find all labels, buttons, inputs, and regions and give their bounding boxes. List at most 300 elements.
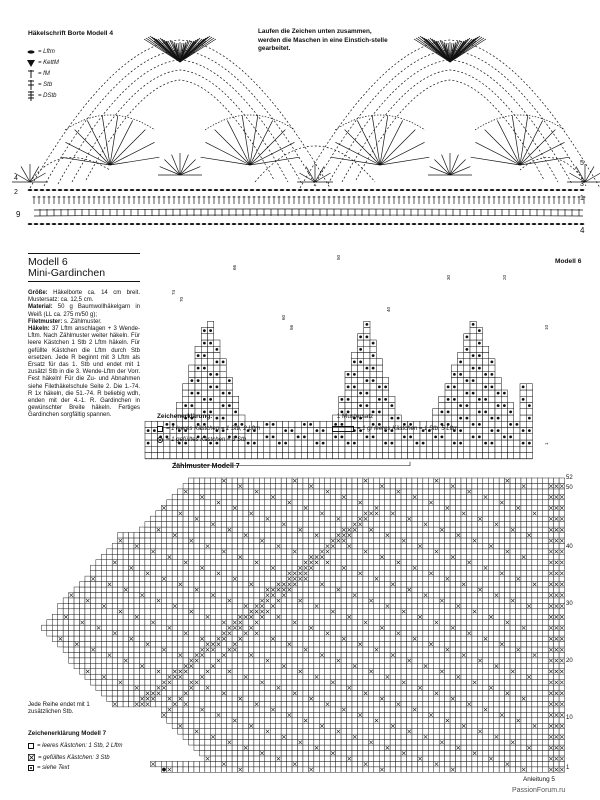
filet-cell <box>428 691 433 696</box>
filet-cell <box>319 636 324 641</box>
filet-cell <box>396 636 401 641</box>
filet-cell <box>374 751 379 756</box>
filet-cell <box>521 505 526 510</box>
filet-cell <box>423 636 428 641</box>
filet-cell <box>298 543 303 548</box>
filet-cell <box>554 598 559 603</box>
filet-cell <box>314 587 319 592</box>
filet-cell <box>270 500 275 505</box>
filet-cell <box>161 625 166 630</box>
filet-cell <box>543 767 548 772</box>
filet-cell <box>320 453 326 459</box>
filet-cell <box>417 533 422 538</box>
filet-cell <box>510 631 515 636</box>
filet-cell <box>214 365 220 371</box>
row-number-right-5: 5 <box>580 160 584 167</box>
filet-cell <box>516 522 521 527</box>
filet-cell <box>368 761 373 766</box>
filet-cell <box>314 631 319 636</box>
filet-cell <box>450 571 455 576</box>
filet-cell <box>254 707 259 712</box>
filet-cell <box>63 603 68 608</box>
filet-cell <box>227 691 232 696</box>
filet-cell <box>389 396 395 402</box>
filet-cell <box>298 680 303 685</box>
filet-cell <box>379 707 384 712</box>
filet-cell <box>368 712 373 717</box>
filet-cell <box>287 756 292 761</box>
filet-cell <box>543 620 548 625</box>
filet-cell <box>243 592 248 597</box>
filet-cell <box>276 707 281 712</box>
filet-cell <box>336 565 341 570</box>
filet-cell <box>396 751 401 756</box>
filet-cell <box>248 538 253 543</box>
filet-cell <box>314 614 319 619</box>
filet-cell <box>488 729 493 734</box>
filet-cell <box>189 625 194 630</box>
filet-cell <box>227 582 232 587</box>
filet-cell <box>107 663 112 668</box>
filet-cell <box>292 707 297 712</box>
filet-cell <box>461 549 466 554</box>
filet-cell <box>248 740 253 745</box>
filet-cell <box>167 718 172 723</box>
filet-cell <box>139 636 144 641</box>
filet-cell <box>150 669 155 674</box>
filet-cell <box>292 494 297 499</box>
filet-cell <box>210 614 215 619</box>
filet-cell <box>476 346 482 352</box>
filet-cell <box>521 652 526 657</box>
filet-cell <box>123 614 128 619</box>
filet-cell <box>199 761 204 766</box>
filet-cell <box>417 691 422 696</box>
filet-cell <box>407 549 412 554</box>
filet-cell <box>548 554 553 559</box>
filet-cell <box>456 718 461 723</box>
filet-cell <box>238 511 243 516</box>
filet-cell <box>276 674 281 679</box>
filet-cell <box>351 446 357 452</box>
filet-cell <box>227 696 232 701</box>
filet-cell <box>417 603 422 608</box>
filet-cell <box>63 631 68 636</box>
filet-cell <box>461 554 466 559</box>
filet-cell <box>303 745 308 750</box>
filet-cell <box>532 533 537 538</box>
filet-cell <box>357 614 362 619</box>
filet-cell <box>499 680 504 685</box>
filet-cell <box>292 505 297 510</box>
filet-cell <box>537 592 542 597</box>
filet-cell <box>265 647 270 652</box>
filet-cell <box>281 631 286 636</box>
filet-cell <box>167 658 172 663</box>
filet-cell <box>407 707 412 712</box>
filet-cell <box>199 571 204 576</box>
filet-cell <box>548 565 553 570</box>
filet-cell <box>532 571 537 576</box>
filet-cell <box>303 691 308 696</box>
filet-cell <box>189 631 194 636</box>
filet-cell <box>363 522 368 527</box>
filet-cell <box>156 587 161 592</box>
filet-cell <box>345 453 351 459</box>
filet-cell <box>401 505 406 510</box>
legend-sc: = fM <box>26 68 59 79</box>
filet-cell <box>287 516 292 521</box>
filet-cell <box>341 740 346 745</box>
filet-cell <box>385 729 390 734</box>
filet-cell <box>499 761 504 766</box>
filet-cell <box>488 696 493 701</box>
filet-cell <box>461 560 466 565</box>
filet-cell <box>363 745 368 750</box>
legend-filled-square: = 1 gefülltes Kästchen = 3 Stb <box>157 437 246 443</box>
filet-cell <box>401 761 406 766</box>
filet-cell <box>156 761 161 766</box>
filet-cell <box>451 390 457 396</box>
row-number-right-4: 4 <box>580 226 585 235</box>
filet-cell <box>254 761 259 766</box>
filet-cell <box>445 538 450 543</box>
filet-cell <box>183 516 188 521</box>
model6-subheading: Mini-Gardinchen <box>28 267 106 279</box>
filet-cell <box>183 680 188 685</box>
filet-cell <box>276 565 281 570</box>
filet-cell <box>199 751 204 756</box>
filet-cell <box>347 707 352 712</box>
filet-cell <box>516 527 521 532</box>
filet-cell <box>559 740 564 745</box>
filet-cell <box>319 543 324 548</box>
filet-cell <box>390 729 395 734</box>
filet-cell <box>368 554 373 559</box>
filet-cell <box>472 696 477 701</box>
filet-cell <box>259 533 264 538</box>
filet-cell <box>505 707 510 712</box>
filet-cell <box>254 576 259 581</box>
filet-cell <box>374 500 379 505</box>
filet-cell <box>412 598 417 603</box>
filet-cell <box>389 446 395 452</box>
legend-tr: = DStb <box>26 90 59 101</box>
filet-cell <box>543 701 548 706</box>
filet-cell <box>336 614 341 619</box>
filet-cell <box>216 494 221 499</box>
filet-cell <box>189 587 194 592</box>
filet-cell <box>123 592 128 597</box>
filet-cell <box>548 598 553 603</box>
filet-cell <box>374 696 379 701</box>
filet-cell <box>178 500 183 505</box>
filet-cell <box>407 718 412 723</box>
filet-cell <box>189 505 194 510</box>
filet-cell <box>101 609 106 614</box>
filet-cell <box>516 511 521 516</box>
filet-cell <box>434 571 439 576</box>
filet-cell <box>326 434 332 440</box>
filet-cell <box>259 511 264 516</box>
filet-cell <box>220 378 226 384</box>
filet-cell <box>532 751 537 756</box>
filet-cell <box>205 767 210 772</box>
filet-cell <box>281 571 286 576</box>
filet-cell <box>52 614 57 619</box>
filet-cell <box>183 384 189 390</box>
filet-cell <box>270 576 275 581</box>
filet-cell <box>101 685 106 690</box>
filet-cell <box>314 527 319 532</box>
filet-cell <box>227 500 232 505</box>
filet-cell <box>374 642 379 647</box>
filet-cell <box>483 592 488 597</box>
filet-cell <box>150 674 155 679</box>
filet-cell <box>265 549 270 554</box>
filet-cell <box>287 592 292 597</box>
filet-cell <box>330 625 335 630</box>
filet-cell <box>477 680 482 685</box>
filet-cell <box>243 696 248 701</box>
filet-cell <box>248 669 253 674</box>
filet-cell <box>314 505 319 510</box>
filet-cell <box>258 453 264 459</box>
filet-cell <box>464 359 470 365</box>
filet-cell <box>259 761 264 766</box>
filet-cell <box>385 756 390 761</box>
filet-cell <box>63 598 68 603</box>
filet-cell <box>292 712 297 717</box>
filet-cell <box>238 576 243 581</box>
filet-cell <box>494 576 499 581</box>
filet-cell <box>303 603 308 608</box>
filet-cell <box>178 522 183 527</box>
filet-cell <box>254 565 259 570</box>
filet-cell <box>287 565 292 570</box>
filet-cell <box>210 554 215 559</box>
filet-cell <box>276 446 282 452</box>
filet-cell <box>199 511 204 516</box>
filet-cell <box>221 516 226 521</box>
filet-cell <box>521 549 526 554</box>
filet-cell <box>488 734 493 739</box>
filet-cell <box>374 658 379 663</box>
filet-cell <box>477 620 482 625</box>
filet-cell <box>226 453 232 459</box>
filet-cell <box>401 625 406 630</box>
filet-cell <box>401 587 406 592</box>
filet-cell <box>510 701 515 706</box>
filet-cell <box>461 680 466 685</box>
filet-cell <box>477 505 482 510</box>
filet-cell <box>319 576 324 581</box>
filet-cell <box>205 663 210 668</box>
filet-cell <box>494 745 499 750</box>
filet-cell <box>292 767 297 772</box>
filet-cell <box>161 582 166 587</box>
filet-cell <box>466 658 471 663</box>
filet-cell <box>243 560 248 565</box>
filet-cell <box>314 434 320 440</box>
filet-cell <box>450 527 455 532</box>
filet-cell <box>287 489 292 494</box>
filet-cell <box>483 378 489 384</box>
filet-cell <box>532 598 537 603</box>
filet-cell <box>145 592 150 597</box>
filet-cell <box>205 718 210 723</box>
filet-cell <box>466 636 471 641</box>
filet-cell <box>537 674 542 679</box>
filet-cell <box>379 587 384 592</box>
filet-cell <box>494 718 499 723</box>
filet-cell <box>208 403 214 409</box>
filet-cell <box>476 378 482 384</box>
filet-cell <box>521 751 526 756</box>
filet-cell <box>129 587 134 592</box>
filet-cell <box>439 761 444 766</box>
filet-cell <box>183 543 188 548</box>
filet-cell <box>341 620 346 625</box>
filet-cell <box>129 663 134 668</box>
filet-cell <box>532 494 537 499</box>
filet-cell <box>368 543 373 548</box>
filet-cell <box>379 723 384 728</box>
filet-cell <box>227 642 232 647</box>
filet-cell <box>374 680 379 685</box>
filet-cell <box>281 685 286 690</box>
filet-cell <box>477 614 482 619</box>
filet-cell <box>292 647 297 652</box>
filet-cell <box>167 685 172 690</box>
filet-cell <box>341 691 346 696</box>
filet-cell <box>161 691 166 696</box>
filet-cell <box>270 489 275 494</box>
filet-cell <box>379 751 384 756</box>
filet-cell <box>336 712 341 717</box>
filet-cell <box>178 538 183 543</box>
filet-cell <box>347 554 352 559</box>
filet-cell <box>466 729 471 734</box>
filet-cell <box>270 527 275 532</box>
filet-cell <box>456 505 461 510</box>
filet-cell <box>172 691 177 696</box>
filet-cell <box>461 663 466 668</box>
filet-cell <box>351 365 357 371</box>
filet-cell <box>308 511 313 516</box>
filet-cell <box>341 603 346 608</box>
filet-cell <box>227 729 232 734</box>
filet-cell <box>259 723 264 728</box>
filet-cell <box>189 554 194 559</box>
filet-cell <box>499 652 504 657</box>
filet-cell <box>308 592 313 597</box>
filet-cell <box>364 453 370 459</box>
filet-cell <box>450 543 455 548</box>
filet-cell <box>357 696 362 701</box>
filet-cell <box>227 505 232 510</box>
filet-cell <box>417 707 422 712</box>
filet-cell <box>347 571 352 576</box>
filet-cell <box>385 707 390 712</box>
filet-cell <box>407 620 412 625</box>
filet-cell <box>259 527 264 532</box>
filet-cell <box>201 403 207 409</box>
filet-cell <box>210 625 215 630</box>
filet-cell <box>325 729 330 734</box>
filet-cell <box>499 609 504 614</box>
filet-cell <box>221 598 226 603</box>
filet-cell <box>461 571 466 576</box>
filet-cell <box>445 674 450 679</box>
filet-cell <box>407 538 412 543</box>
filet-cell <box>494 625 499 630</box>
filet-cell <box>156 680 161 685</box>
filet-cell <box>510 751 515 756</box>
filet-cell <box>445 712 450 717</box>
filet-cell <box>537 505 542 510</box>
filet-cell <box>472 603 477 608</box>
filet-cell <box>412 663 417 668</box>
filet-cell <box>287 647 292 652</box>
filet-cell <box>319 740 324 745</box>
filet-cell <box>205 592 210 597</box>
filet-cell <box>450 582 455 587</box>
filet-cell <box>199 718 204 723</box>
filet-cell <box>526 625 531 630</box>
filet-cell <box>281 516 286 521</box>
filet-cell <box>139 674 144 679</box>
filet-cell <box>172 554 177 559</box>
filet-cell <box>205 723 210 728</box>
filet-cell <box>199 620 204 625</box>
filet-cell <box>298 691 303 696</box>
filet-cell <box>90 669 95 674</box>
filet-cell <box>320 446 326 452</box>
filet-cell <box>333 453 339 459</box>
filet-cell <box>265 712 270 717</box>
filet-cell <box>80 592 85 597</box>
filet-cell <box>194 740 199 745</box>
filet-cell <box>483 346 489 352</box>
filet-cell <box>303 680 308 685</box>
filet-cell <box>205 549 210 554</box>
filet-cell <box>472 718 477 723</box>
filet-cell <box>434 516 439 521</box>
filet-cell <box>112 636 117 641</box>
filet-cell <box>477 761 482 766</box>
filet-cell <box>292 538 297 543</box>
filet-cell <box>221 609 226 614</box>
filet-cell <box>357 576 362 581</box>
filet-cell <box>292 652 297 657</box>
filet-cell <box>308 494 313 499</box>
filet-cell <box>532 701 537 706</box>
filet-cell <box>559 533 564 538</box>
filet-cell <box>456 729 461 734</box>
filet-cell <box>326 453 332 459</box>
filet-cell <box>145 453 151 459</box>
filet-cell <box>347 511 352 516</box>
filet-cell <box>314 453 320 459</box>
filet-cell <box>494 652 499 657</box>
filet-cell <box>134 680 139 685</box>
filet-cell <box>554 522 559 527</box>
filet-cell <box>537 554 542 559</box>
filet-cell <box>227 707 232 712</box>
filet-cell <box>396 603 401 608</box>
filet-cell <box>276 767 281 772</box>
